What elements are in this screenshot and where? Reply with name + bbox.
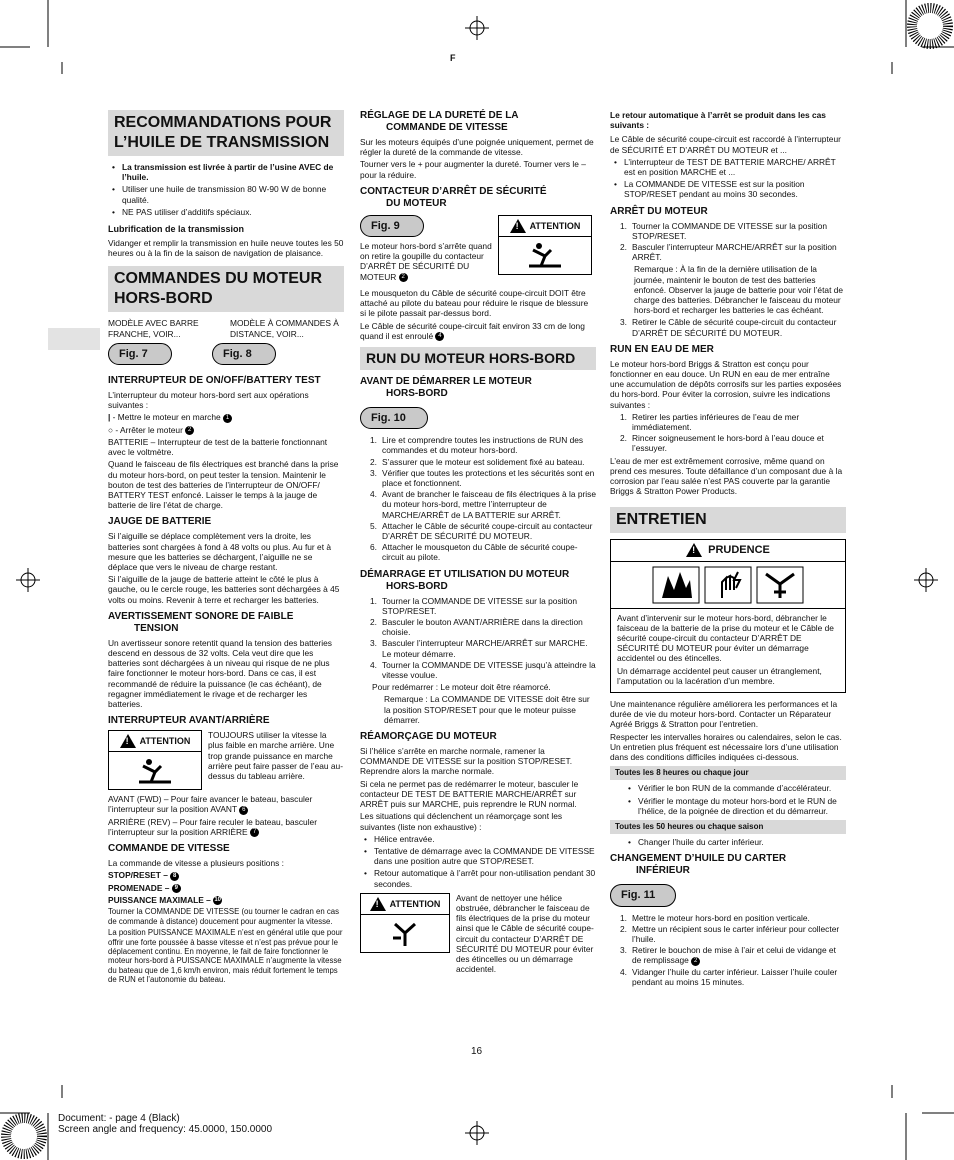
list-item: 3. Retirer le bouchon de mise à l’air et celui de vidange et de remplissage 2: [620, 945, 836, 966]
huile-list: [108, 162, 344, 217]
maint-text: Une maintenance régulière améliorera les performances et la durée de vie du moteur hors-bord. Contacter un Réparateur Agréé Briggs & Stratton pour l’entretien.: [610, 698, 838, 730]
list-item: 3. Basculer l’interrupteur MARCHE/ARRÊT sur MARCHE. Le moteur démarre.: [370, 638, 588, 659]
fall-overboard-icon: [498, 237, 592, 275]
prudence-body: [611, 608, 845, 692]
section-title-commandes: COMMANDES DU MOTEUR HORS-BORD: [108, 266, 344, 312]
circled-2-icon: 2: [399, 273, 408, 282]
warning-icon: !: [510, 219, 526, 233]
inter-heading: INTERRUPTEUR DE ON/OFF/BATTERY TEST: [108, 375, 321, 387]
circled-2-icon: 2: [691, 957, 700, 966]
arret-heading: ARRÊT DU MOTEUR: [610, 205, 708, 217]
attention-block-2: [360, 893, 596, 977]
av-ar-heading: INTERRUPTEUR AVANT/ARRIÈRE: [108, 715, 270, 727]
lub-heading: Lubrification de la transmission: [108, 224, 245, 235]
fire-icon: [652, 566, 700, 604]
list-item: • Tentative de démarrage avec la COMMANDE DE VITESSE dans une position autre que STOP/RESET.: [360, 846, 596, 866]
circled-4-icon: 4: [435, 332, 444, 341]
retour-heading: Le retour automatique à l’arrêt se produit dans les cas suivants :: [610, 110, 826, 131]
attention-header: ! ATTENTION: [108, 730, 202, 752]
page-number: 16: [471, 1046, 483, 1057]
attention-block: [108, 730, 344, 790]
fall-overboard-icon: [108, 752, 202, 790]
circled-10-icon: 10: [214, 897, 222, 904]
propeller-hand-icon: [360, 915, 450, 953]
section-title-run: RUN DU MOTEUR HORS-BORD: [360, 347, 596, 370]
list-item: 2. Basculer l’interrupteur MARCHE/ARRÊT sur la position ARRÊT.: [620, 242, 837, 263]
list-item: • L’interrupteur de TEST DE BATTERIE MARCHE/ ARRÊT est en position MARCHE et ...: [610, 157, 846, 177]
prudence-box: [610, 539, 846, 693]
faisceau-text: Quand le faisceau de fils électriques est branché dans la prise du moteur hors-bord, on peut tester la tension. Maintenir le bouton de test des batteries de l’interrupteur de ON/OFF/ BATTERY TEST enfoncé. Laisser le temps à la jauge de batterie de lire l’état de charge.: [108, 459, 339, 511]
list-item: 1. Tourner la COMMANDE DE VITESSE sur la position STOP/RESET.: [370, 595, 578, 616]
fig-7-label: Fig. 7: [108, 343, 172, 365]
inter-text: L’interrupteur du moteur hors-bord sert aux opérations suivantes :: [108, 390, 309, 411]
attention-header: ! ATTENTION: [498, 215, 592, 237]
pos-promenade: PROMENADE – 9: [108, 883, 344, 893]
mer-text-2: L’eau de mer est extrêmement corrosive, même quand on prend ces mesures. Toute défaillance d’un composant due à la corrosion par l’eau salée n’est PAS couverte par la garantie Briggs & Stratton Power Products.: [610, 455, 843, 497]
list-item: 1. Lire et comprendre toutes les instructions de RUN des commandes et du moteur hors-bord.: [370, 435, 584, 456]
page-letter: F: [450, 53, 456, 63]
list-item: 6. Attacher le mousqueton du Câble de sécurité coupe-circuit au pilote.: [370, 542, 578, 563]
document-footer: [58, 1113, 272, 1135]
list-item: 2. Mettre un récipient sous le carter inférieur pour collecter l’huile.: [620, 923, 840, 944]
prudence-icons: [611, 562, 845, 608]
prudence-text-2: Un démarrage accidentel peut causer un étranglement, l’amputation ou la lacération d’un membre.: [617, 665, 822, 686]
retour-list: [610, 157, 846, 200]
mer-text: Le moteur hors-bord Briggs & Stratton est conçu pour fonctionner en eau douce. Un RUN en eau de mer entraîne une accumulation de dépôts corrosifs sur les parties exposées du hors-bord. Pour éviter la corrosion, suivre les indications suivantes :: [610, 358, 842, 410]
footer-line-2: Screen angle and frequency: 45.0000, 150.0000: [58, 1124, 273, 1135]
reg-text-2: Tourner vers le + pour augmenter la dureté. Tourner vers le – pour la réduire.: [360, 159, 586, 180]
propeller-hand-icon: [756, 566, 804, 604]
cmd-text: La commande de vitesse a plusieurs positions :: [108, 858, 284, 869]
warning-icon: !: [370, 897, 386, 911]
column-2: [360, 108, 596, 976]
mer-heading: RUN EN EAU DE MER: [610, 343, 714, 355]
list-item: • Changer l’huile du carter inférieur.: [624, 837, 846, 847]
ream-text-3: Les situations qui déclenchent un réamorçage sont les suivantes (liste non exhaustive) :: [360, 811, 563, 832]
avert-heading: AVERTISSEMENT SONORE DE FAIBLE TENSION: [108, 610, 294, 634]
batt-text: BATTERIE – Interrupteur de test de la batterie fonctionnant avec le voltmètre.: [108, 437, 328, 458]
resp-text: Respecter les intervalles horaires ou calendaires, selon le cas. Un entretien plus fréquent est nécessaire lors d’une utilisation dans des conditions difficiles indiquées ci-dessous.: [610, 731, 842, 762]
list-item: • Utiliser une huile de transmission 80 W-90 W de bonne qualité.: [108, 184, 344, 204]
circled-6-icon: 6: [239, 806, 248, 815]
list-item: • La COMMANDE DE VITESSE est sur la position STOP/RESET pendant au moins 30 secondes.: [610, 179, 846, 199]
list-item: • Hélice entravée.: [360, 834, 596, 844]
model-row: [108, 318, 344, 338]
list-item: 3. Retirer le Câble de sécurité coupe-circuit du contacteur D’ARRÊT DE SÉCURITÉ DU MOTEUR.: [620, 317, 837, 338]
list-item: 4. Vidanger l’huile du carter inférieur. Laisser l’huile couler pendant au moins 15 minutes.: [620, 966, 838, 987]
att2-text: Avant de nettoyer une hélice obstruée, débrancher le faisceau de fils électriques de la prise du moteur ainsi que le Câble de sécurité coupe-circuit du contacteur D’ARRÊT DE SÉCURITÉ DU MOTEUR pour éviter des étincelles ou un démarrage accidentel.: [456, 892, 594, 975]
list-item: 1. Tourner la COMMANDE DE VITESSE sur la position STOP/RESET.: [620, 220, 828, 241]
cmd-heading: COMMANDE DE VITESSE: [108, 843, 230, 855]
warning-icon: !: [120, 734, 136, 748]
section-title-huile: RECOMMANDATIONS POUR L’HUILE DE TRANSMISSION: [108, 110, 344, 156]
circled-7-icon: 7: [250, 828, 259, 837]
lub-text: Vidanger et remplir la transmission en huile neuve toutes les 50 heures ou à la fin de la saison de navigation de plaisance.: [108, 238, 344, 259]
circled-8-icon: 8: [170, 872, 179, 881]
rem-text: Remarque : La COMMANDE DE VITESSE doit être sur la position STOP/RESET pour que le moteur puisse démarrer.: [384, 694, 590, 725]
position-text: La position PUISSANCE MAXIMALE n’est en général utile que pour offrir une forte poussée à basse vitesse et n’est pas prévue pour le déplacement continu. En moyenne, le fait de faire fonctionner le moteur hors-bord à PUISSANCE MAXIMALE n’augmente la vitesse du bateau que de 1,6 km/h environ, mais réduit fortement le temps de RUN et l’autonomie du bateau.: [108, 928, 343, 985]
footer-line-1: Document: - page 4 (Black): [58, 1113, 180, 1124]
interval-8h: Toutes les 8 heures ou chaque jour: [610, 766, 846, 780]
pos-stop: STOP/RESET – 8: [108, 870, 344, 880]
fig-11-label: Fig. 11: [610, 884, 676, 906]
list-item: 4. Avant de brancher le faisceau de fils électriques à la prise du moteur hors-bord, mettre l’interrupteur de MARCHE/ARRÊT de LA BATTERIE sur ARRÊT.: [370, 489, 596, 520]
list-item: 5. Attacher le Câble de sécurité coupe-circuit au contacteur D’ARRÊT DE SÉCURITÉ DU MOTEUR.: [370, 520, 593, 542]
arret-steps: [620, 221, 846, 263]
jauge-text-1: Si l’aiguille se déplace complètement vers la droite, les batteries sont chargées à fond à 48 volts ou plus. Au fur et à mesure que les batteries se déchargent, l’aiguille ne se déplace que vers le niveau de charge restant.: [108, 531, 332, 573]
ream-list: [360, 834, 596, 889]
fig-8-label: Fig. 8: [212, 343, 276, 365]
attention-header: ! ATTENTION: [360, 893, 450, 915]
avant-heading: AVANT DE DÉMARRER LE MOTEUR HORS-BORD: [360, 376, 532, 399]
cable-text: Le Câble de sécurité coupe-circuit fait environ 33 cm de long quand il est enroulé 4: [360, 320, 585, 341]
jauge-text-2: Si l’aiguille de la jauge de batterie atteint le côté le plus à gauche, ou le cercle rouge, les batteries sont déchargées à 45 volts ou moins. Revenir à terre et recharger les batteries.: [108, 574, 340, 605]
circled-1-icon: 1: [223, 414, 232, 423]
jauge-heading: JAUGE DE BATTERIE: [108, 516, 212, 528]
fig9-block: [360, 213, 596, 284]
list-item: 2. Basculer le bouton AVANT/ARRIÈRE dans la direction choisie.: [370, 617, 583, 638]
arret-step-3: [620, 317, 846, 337]
fig-10-label: Fig. 10: [360, 407, 428, 429]
list-item: • Vérifier le montage du moteur hors-bord et le RUN de l’hélice, de la poignée de direction et du démarreur.: [624, 796, 846, 816]
mer-steps: [620, 412, 846, 454]
fig9-text: Le moteur hors-bord s’arrête quand on retire la goupille du contacteur D’ARRÊT DE SÉCURITÉ DU MOTEUR 2: [360, 241, 492, 282]
electric-shock-icon: [704, 566, 752, 604]
column-3: [610, 110, 846, 989]
ream-heading: RÉAMORÇAGE DU MOTEUR: [360, 731, 497, 743]
dem-steps: [370, 596, 596, 681]
mousq-text: Le mousqueton du Câble de sécurité coupe-circuit DOIT être attaché au pilote du bateau pour réduire le risque de blessure si le pilote passait par-dessus bord.: [360, 287, 589, 319]
dem-heading: DÉMARRAGE ET UTILISATION DU MOTEUR HORS-BORD: [360, 568, 570, 592]
column-1: [108, 110, 344, 987]
ream-text-2: Si cela ne permet pas de redémarrer le moteur, basculer le contacteur DE TEST DE BATTERIE MARCHE/ARRÊT sur ARRÊT puis sur MARCHE, puis reprendre le RUN normal.: [360, 778, 579, 810]
list-item: 3. Vérifier que toutes les protections et les sécurités sont en place et fonctionnent.: [370, 467, 595, 489]
list-item: 2. S’assurer que le moteur est solidement fixé au bateau.: [370, 456, 585, 467]
reg-heading: RÉGLAGE DE LA DURETÉ DE LA COMMANDE DE VITESSE: [360, 110, 519, 133]
ream-text-1: Si l’hélice s’arrête en marche normale, ramener la COMMANDE DE VITESSE sur la position STOP/RESET. Reprendre alors la marche normale.: [360, 746, 573, 777]
on-text: | - Mettre le moteur en marche 1: [108, 412, 344, 422]
list-item: • La transmission est livrée à partir de l’usine AVEC de l’huile.: [108, 162, 344, 182]
warning-icon: !: [686, 543, 702, 557]
list-item: 1. Mettre le moteur hors-bord en position verticale.: [620, 912, 810, 923]
list-item: 4. Tourner la COMMANDE DE VITESSE jusqu’à atteindre la vitesse voulue.: [370, 659, 596, 681]
prudence-header: ! PRUDENCE: [611, 540, 845, 562]
list-8h: [624, 783, 846, 816]
off-text: ○ - Arrêter le moteur 2: [108, 425, 344, 435]
redem-text: Pour redémarrer : Le moteur doit être réamorcé.: [372, 682, 551, 693]
list-item: • Retour automatique à l’arrêt pour non-utilisation pendant 30 secondes.: [360, 868, 596, 888]
arret-rem: Remarque : À la fin de la dernière utilisation de la journée, maintenir le bouton de test des batteries enfoncé. Observer la jauge de batterie pour voir l’état de charge des batteries. Débrancher le faisceau du moteur hors-bord et recharger les batteries le cas échéant.: [634, 264, 844, 316]
avant-text: AVANT (FWD) – Pour faire avancer le bateau, basculer l’interrupteur sur la position AVANT 6: [108, 794, 313, 815]
avant-steps: [370, 435, 596, 562]
list-item: • Vérifier le bon RUN de la commande d’accélérateur.: [624, 783, 846, 793]
list-item: 2. Rincer soigneusement le hors-bord à l’eau douce et l’essuyer.: [620, 433, 824, 454]
list-50h: [624, 837, 846, 847]
list-item: • NE PAS utiliser d’additifs spéciaux.: [108, 207, 344, 217]
interval-50h: Toutes les 50 heures ou chaque saison: [610, 820, 846, 834]
circled-9-icon: 9: [172, 884, 181, 893]
circled-2-icon: 2: [185, 426, 194, 435]
arriere-text: ARRIÈRE (REV) – Pour faire reculer le bateau, basculer l’interrupteur sur la position ARRIÈRE 7: [108, 816, 317, 837]
reg-text: Sur les moteurs équipés d’une poignée uniquement, permet de régler la dureté de la commande de vitesse.: [360, 137, 594, 158]
toujours-text: TOUJOURS utiliser la vitesse la plus faible en marche arrière. Une trop grande puissance en marche arrière peut faire passer de l’eau au-dessus du tableau arrière.: [208, 730, 344, 782]
pos-max: PUISSANCE MAXIMALE – 10: [108, 895, 222, 905]
retour-text: Le Câble de sécurité coupe-circuit est raccordé à l’interrupteur de SÉCURITÉ ET D’ARRÊT DU MOTEUR et ...: [610, 134, 841, 155]
prudence-text-1: Avant d’intervenir sur le moteur hors-bord, débrancher le faisceau de la batterie de la prise du moteur et le Câble de sécurité coupe-circuit du contacteur D’ARRÊT DE SÉCURITÉ DU MOTEUR pour éviter un démarrage accidentel ou des étincelles.: [617, 612, 834, 664]
fig-9-label: Fig. 9: [360, 215, 424, 237]
chg-steps: [620, 913, 846, 988]
list-item: 1. Retirer les parties inférieures de l’eau de mer immédiatement.: [620, 411, 800, 433]
section-title-entretien: ENTRETIEN: [610, 507, 846, 533]
model-a: MODÈLE AVEC BARRE FRANCHE, VOIR...: [108, 318, 199, 339]
cont-heading: CONTACTEUR D’ARRÊT DE SÉCURITÉ DU MOTEUR: [360, 185, 547, 209]
avert-text: Un avertisseur sonore retentit quand la tension des batteries descend en dessous de 32 volts. Cela veut dire que les batteries sont déchargées à un niveau qui risque de ne plus faire fonctionner le moteur hors-bord. Dans ce cas, il est recommandé de réduire la puissance (le cas échéant), de regagner immédiatement le rivage et de recharger les batteries.: [108, 637, 332, 710]
tourner-text: Tourner la COMMANDE DE VITESSE (ou tourner le cadran en cas de commande à distance) doucement pour augmenter la vitesse.: [108, 907, 339, 926]
chg-heading: CHANGEMENT D’HUILE DU CARTER INFÉRIEUR: [610, 853, 787, 877]
model-b: MODÈLE À COMMANDES À DISTANCE, VOIR...: [230, 318, 339, 339]
